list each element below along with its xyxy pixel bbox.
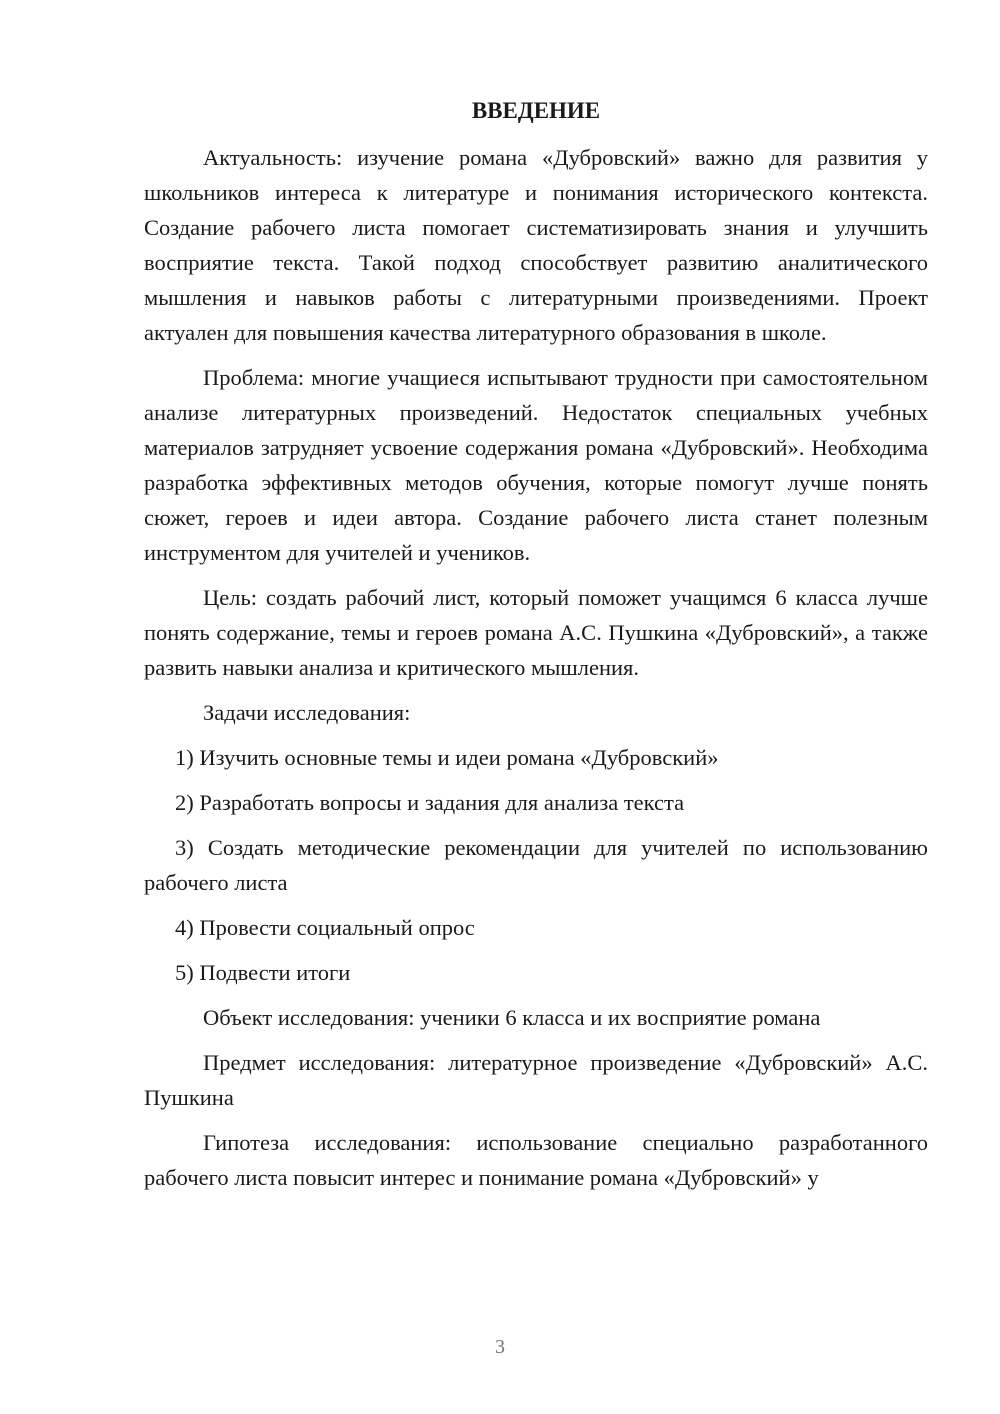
- research-subject-paragraph: Предмет исследования: литературное произведение «Дубровский» А.С. Пушкина: [144, 1050, 928, 1110]
- task-item-4: 4) Провести социальный опрос: [175, 915, 475, 940]
- task-item-3: 3) Создать методические рекомендации для учителей по использованию рабочего листа: [144, 835, 928, 895]
- goal-paragraph: Цель: создать рабочий лист, который поможет учащимся 6 класса лучше понять содержание, темы и героев романа А.С. Пушкина «Дубровский», а также развить навыки анализа и критического мышления.: [144, 585, 928, 680]
- research-object-paragraph: Объект исследования: ученики 6 класса и их восприятие романа: [203, 1005, 821, 1030]
- page-number: 3: [495, 1336, 505, 1358]
- task-item-5: 5) Подвести итоги: [175, 960, 351, 985]
- document-page: [144, 94, 928, 1205]
- section-title: ВВЕДЕНИЕ: [471, 98, 601, 123]
- research-hypothesis-paragraph: Гипотеза исследования: использование специально разработанного рабочего листа повысит интерес и понимание романа «Дубровский» у: [144, 1130, 928, 1190]
- task-item-1: 1) Изучить основные темы и идеи романа «Дубровский»: [175, 745, 719, 770]
- problem-paragraph: Проблема: многие учащиеся испытывают трудности при самостоятельном анализе литературных произведений. Недостаток специальных учебных материалов затрудняет усвоение содержания романа «Дубровский». Необходима разработка эффективных методов обучения, которые помогут лучше понять сюжет, героев и идеи автора. Создание рабочего листа станет полезным инструментом для учителей и учеников.: [144, 365, 928, 565]
- relevance-paragraph: Актуальность: изучение романа «Дубровский» важно для развития у школьников интереса к литературе и понимания исторического контекста. Создание рабочего листа помогает систематизировать знания и улучшить восприятие текста. Такой подход способствует развитию аналитического мышления и навыков работы с литературными произведениями. Проект актуален для повышения качества литературного образования в школе.: [144, 145, 928, 345]
- task-item-2: 2) Разработать вопросы и задания для анализа текста: [175, 790, 685, 815]
- tasks-heading: Задачи исследования:: [203, 700, 411, 725]
